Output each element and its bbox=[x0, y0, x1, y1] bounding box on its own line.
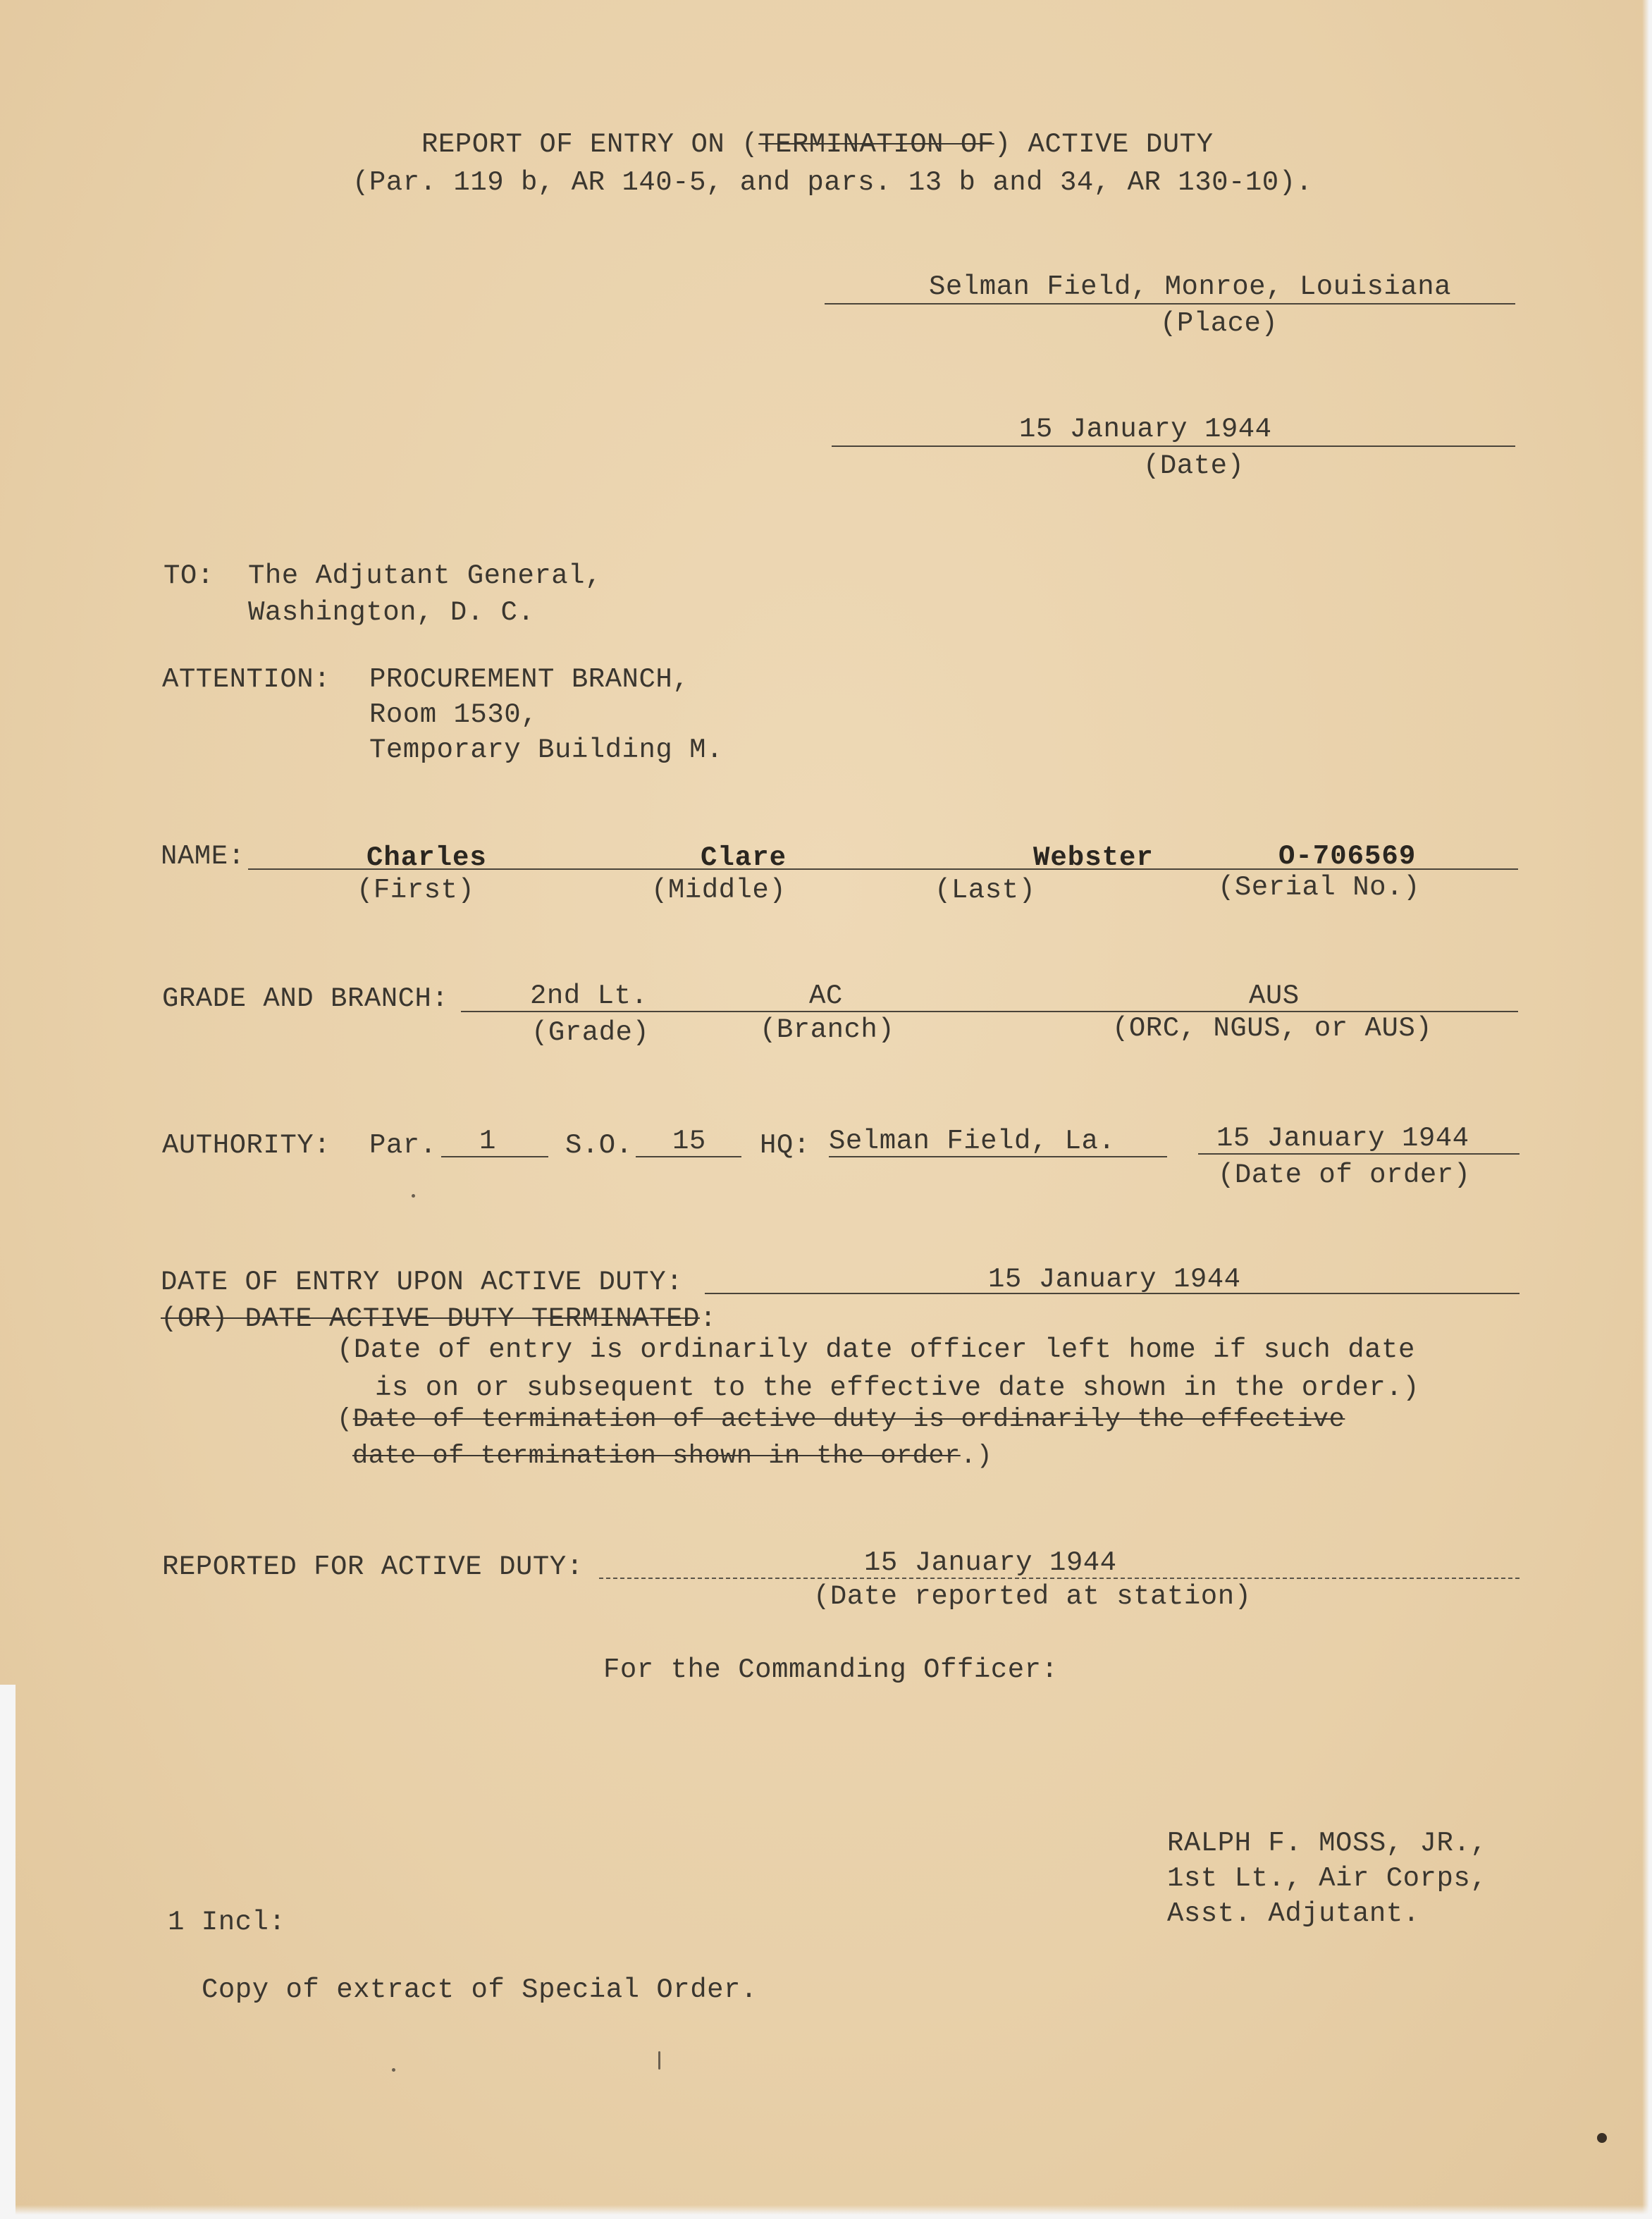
to-line2: Washington, D. C. bbox=[248, 597, 535, 628]
par-value: 1 bbox=[479, 1126, 496, 1157]
hq-underline bbox=[829, 1156, 1167, 1157]
termination-note-struck-2: date of termination shown in the order bbox=[352, 1442, 961, 1471]
date-value: 15 January 1944 bbox=[1019, 414, 1272, 445]
middle-name-label: (Middle) bbox=[651, 875, 787, 906]
paper-speck bbox=[392, 2068, 395, 2072]
scan-edge-bottom bbox=[0, 2205, 1652, 2219]
attention-line1: PROCUREMENT BRANCH, bbox=[369, 664, 690, 695]
entry-note-line2: is on or subsequent to the effective date shown in the order.) bbox=[375, 1372, 1420, 1403]
grade-label: (Grade) bbox=[531, 1017, 650, 1048]
scan-edge-right bbox=[1631, 0, 1652, 2219]
first-name-value: Charles bbox=[366, 842, 487, 873]
order-date-value: 15 January 1944 bbox=[1216, 1123, 1469, 1154]
name-label: NAME: bbox=[161, 841, 245, 872]
place-underline bbox=[825, 303, 1515, 305]
order-date-label: (Date of order) bbox=[1218, 1160, 1471, 1191]
termination-colon: : bbox=[699, 1303, 717, 1334]
termination-note-close: .) bbox=[960, 1442, 993, 1471]
entry-date-label: DATE OF ENTRY UPON ACTIVE DUTY: bbox=[161, 1267, 684, 1298]
entry-note-line1: (Date of entry is ordinarily date officer left home if such date bbox=[337, 1334, 1415, 1365]
report-title bbox=[421, 131, 1213, 159]
signature-title: Asst. Adjutant. bbox=[1167, 1898, 1420, 1929]
date-underline bbox=[832, 445, 1515, 447]
middle-name-value: Clare bbox=[701, 842, 787, 873]
signature-name: RALPH F. MOSS, JR., bbox=[1167, 1828, 1488, 1859]
title-struck-text: TERMINATION OF bbox=[758, 129, 994, 160]
attention-label: ATTENTION: bbox=[162, 664, 331, 695]
last-name-label: (Last) bbox=[935, 875, 1036, 906]
attention-line3: Temporary Building M. bbox=[369, 734, 723, 766]
paper-speck bbox=[412, 1194, 415, 1198]
termination-label bbox=[161, 1305, 717, 1333]
hq-value: Selman Field, La. bbox=[829, 1126, 1116, 1157]
branch-label: (Branch) bbox=[760, 1014, 895, 1045]
par-label: Par. bbox=[369, 1130, 437, 1161]
signature-rank: 1st Lt., Air Corps, bbox=[1167, 1863, 1488, 1894]
to-line1: The Adjutant General, bbox=[248, 560, 602, 591]
termination-note-line2 bbox=[352, 1444, 992, 1470]
so-label: S.O. bbox=[565, 1130, 633, 1161]
termination-struck-text: (OR) DATE ACTIVE DUTY TERMINATED bbox=[161, 1303, 700, 1334]
reported-sublabel: (Date reported at station) bbox=[813, 1581, 1252, 1612]
to-label: TO: bbox=[164, 560, 214, 591]
paper-speck bbox=[658, 2051, 660, 2070]
reported-label: REPORTED FOR ACTIVE DUTY: bbox=[162, 1551, 584, 1582]
hq-label: HQ: bbox=[760, 1130, 810, 1161]
par-underline bbox=[441, 1156, 548, 1157]
grade-branch-label: GRADE AND BRANCH: bbox=[162, 983, 449, 1014]
entry-date-value: 15 January 1944 bbox=[988, 1264, 1241, 1295]
place-label: (Place) bbox=[1160, 308, 1278, 339]
signoff-text: For the Commanding Officer: bbox=[603, 1654, 1059, 1685]
paper-speck bbox=[1597, 2133, 1607, 2143]
attention-line2: Room 1530, bbox=[369, 699, 538, 730]
so-underline bbox=[636, 1156, 741, 1157]
order-date-underline bbox=[1198, 1153, 1520, 1155]
termination-note-line1 bbox=[337, 1407, 1345, 1433]
grade-value: 2nd Lt. bbox=[530, 981, 648, 1012]
component-value: AUS bbox=[1249, 981, 1300, 1012]
reported-value: 15 January 1944 bbox=[864, 1547, 1117, 1578]
title-suffix: ) ACTIVE DUTY bbox=[994, 129, 1214, 160]
report-subtitle: (Par. 119 b, AR 140-5, and pars. 13 b and 34, AR 130-10). bbox=[352, 167, 1313, 198]
so-value: 15 bbox=[672, 1126, 706, 1157]
termination-note-struck-1: Date of termination of active duty is ordinarily the effective bbox=[352, 1405, 1345, 1434]
authority-label: AUTHORITY: bbox=[162, 1130, 331, 1161]
scan-edge-left bbox=[0, 1685, 16, 2219]
inclosure-label: 1 Incl: bbox=[168, 1907, 286, 1938]
first-name-label: (First) bbox=[357, 875, 475, 906]
last-name-value: Webster bbox=[1033, 842, 1154, 873]
component-label: (ORC, NGUS, or AUS) bbox=[1112, 1013, 1433, 1044]
branch-value: AC bbox=[809, 981, 843, 1012]
date-label: (Date) bbox=[1143, 450, 1245, 481]
place-value: Selman Field, Monroe, Louisiana bbox=[929, 271, 1452, 302]
serial-number-label: (Serial No.) bbox=[1218, 872, 1420, 903]
title-prefix: REPORT OF ENTRY ON ( bbox=[421, 129, 759, 160]
inclosure-item: Copy of extract of Special Order. bbox=[202, 1974, 758, 2005]
serial-number-value: O-706569 bbox=[1278, 841, 1417, 872]
termination-note-open: ( bbox=[337, 1405, 353, 1434]
